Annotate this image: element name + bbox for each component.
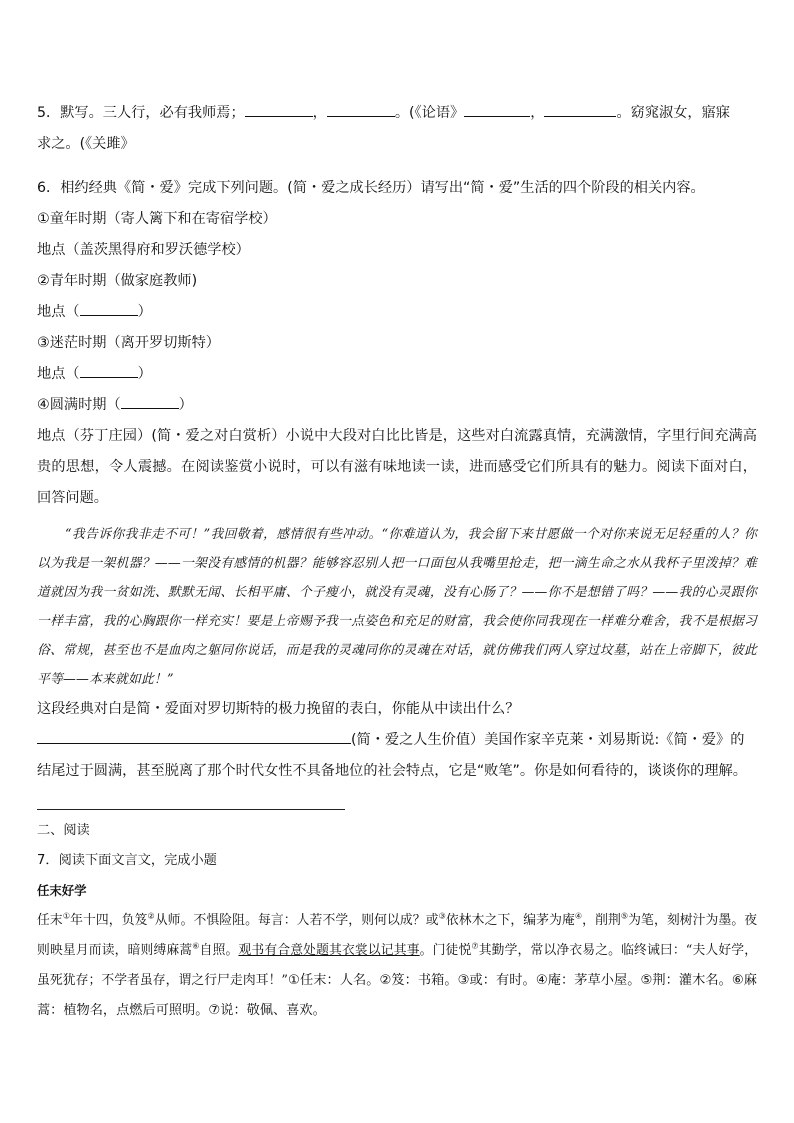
q5-text: ， (530, 105, 545, 121)
quote-text: “我告诉你我非走不可！”我回敬着，感情很有些冲动。“你难道认为，我会留下来甘愿做一个对你来说无足轻重的人？你以为我是一架机器？——一架没有感情的机器？能够容忍别人把一口面包从我嘴里抢走，把一滴生命之水从我杯子里泼掉？难道就因为我一贫如洗、默默无闻、长相平庸、个子瘦小，就没有灵魂，没有心肠了？——你不是想错了吗？——我的心灵跟你一样丰富，我的心胸跟你一样充实！要是上帝赐予我一点姿色和充足的财富，我会使你同我现在一样难分难舍，我不是根据习俗、常规，甚至也不是血肉之躯同你说话，而是我的灵魂同你的灵魂在对话，就仿佛我们两人穿过坟墓，站在上帝脚下，彼此平等——本来就如此！” (37, 527, 757, 687)
label-text: ④圆满时期（ (37, 397, 121, 413)
underlined-sentence: 观书有合意处题其衣裳以记其事 (238, 943, 420, 958)
passage-text: 为笔，刻树汁为墨。夜则映星月而读，暗则缚麻蒿 (37, 913, 758, 958)
answer-blank[interactable] (80, 300, 138, 316)
label-text: ） (178, 397, 193, 413)
label-text: 地点（ (37, 366, 80, 382)
answer-blank[interactable] (245, 101, 313, 117)
footnote-mark: ③ (438, 911, 446, 921)
q6-question: 这段经典对白是简・爱面对罗切斯特的极力挽留的表白，你能从中读出什么？ (37, 701, 520, 717)
q6-stage-1-place: 地点（盖茨黑得府和罗沃德学校） (37, 242, 250, 258)
q6-paragraph: 地点（芬丁庄园）(简・爱之对白赏析）小说中大段对白比比皆是，这些对白流露真情，充满激情，字里行间充满高贵的思想，令人震撼。在阅读鉴赏小说时，可以有滋有味地读一读，进而感受它们所具有的魅力。阅读下面对白，回答问题。 (37, 428, 757, 506)
passage-text: 任末 (37, 913, 63, 928)
q6-stage-2-place (37, 297, 757, 328)
footnotes: ①任末：人名。②笈：书箱。③或：有时。④庵：茅草小屋。⑤荆：灌木名。⑥麻蒿：植物名，点燃后可照明。⑦说：敬佩、喜欢。 (37, 973, 757, 1018)
passage-text: 年十四，负笈 (70, 913, 148, 928)
footnote-mark: ⑦ (471, 941, 479, 951)
q6-stage-2: ②青年时期（做家庭教师) (37, 273, 198, 289)
footnote-mark: ④ (574, 911, 583, 921)
q5-line-1 (37, 98, 757, 129)
passage-text: 自照。 (199, 943, 239, 958)
passage-text: 其勤学，常以净衣易之。临终诫曰：“夫人好学，虽死犹存；不学者虽存，谓之行尸走肉耳！” (37, 943, 758, 988)
q6-intro: 6．相约经典《简・爱》完成下列问题。(简・爱之成长经历）请写出“简・爱”生活的四个阶段的相关内容。 (37, 180, 705, 196)
answer-blank[interactable] (327, 101, 395, 117)
q6-para3-text: (简・爱之人生价值）美国作家辛克莱・刘易斯说:《简・爱》的 (351, 732, 745, 748)
q6-para3-line-2: 结尾过于圆满，甚至脱离了那个时代女性不具备地位的社会特点，它是“败笔”。你是如何看待的，谈谈你的理解。 (37, 763, 747, 779)
passage-title: 任末好学 (37, 883, 87, 898)
q6-stage-1: ①童年时期（寄人篱下和在寄宿学校） (37, 211, 277, 227)
footnote-mark: ② (147, 911, 155, 921)
answer-blank[interactable] (80, 362, 138, 378)
q6-stage-3: ③迷茫时期（离开罗切斯特） (37, 335, 220, 351)
footnote-mark: ① (62, 911, 71, 921)
q7-title: 7．阅读下面文言文，完成小题 (37, 853, 217, 868)
passage-text: ，削荆 (582, 913, 621, 928)
answer-blank[interactable] (37, 728, 351, 744)
question-5 (37, 98, 757, 160)
document-page (37, 98, 757, 1026)
section-heading: 二、阅读 (37, 823, 90, 838)
label-text: 地点（ (37, 304, 80, 320)
label-text: ） (137, 304, 152, 320)
q5-text: 5．默写。三人行，必有我师焉； (37, 105, 245, 121)
label-text: ） (137, 366, 152, 382)
answer-blank[interactable] (121, 393, 179, 409)
answer-blank[interactable] (464, 101, 530, 117)
q6-stage-3-place (37, 359, 757, 390)
section-reading (37, 816, 757, 1026)
classical-passage (37, 906, 757, 1026)
passage-text: 。门徒悦 (419, 943, 472, 958)
q5-line-2: 求之。(《关雎》 (37, 136, 135, 152)
question-6 (37, 173, 757, 787)
q6-stage-4 (37, 390, 757, 421)
footnote-mark: ⑥ (192, 941, 200, 951)
passage-text: 从师。不惧险阻。每言：人若不学，则何以成？或 (154, 913, 439, 928)
q5-text: 。(《论语》 (394, 105, 465, 121)
q6-para3-line-1 (37, 725, 757, 756)
section-divider (37, 809, 345, 810)
passage-text: 依林木之下，编茅为庵 (445, 913, 575, 928)
footnote-mark: ⑤ (620, 911, 629, 921)
q5-text: ， (312, 105, 327, 121)
q6-quote (37, 520, 757, 694)
answer-blank[interactable] (544, 101, 616, 117)
q5-text: 。窈窕淑女，寤寐 (616, 105, 730, 121)
